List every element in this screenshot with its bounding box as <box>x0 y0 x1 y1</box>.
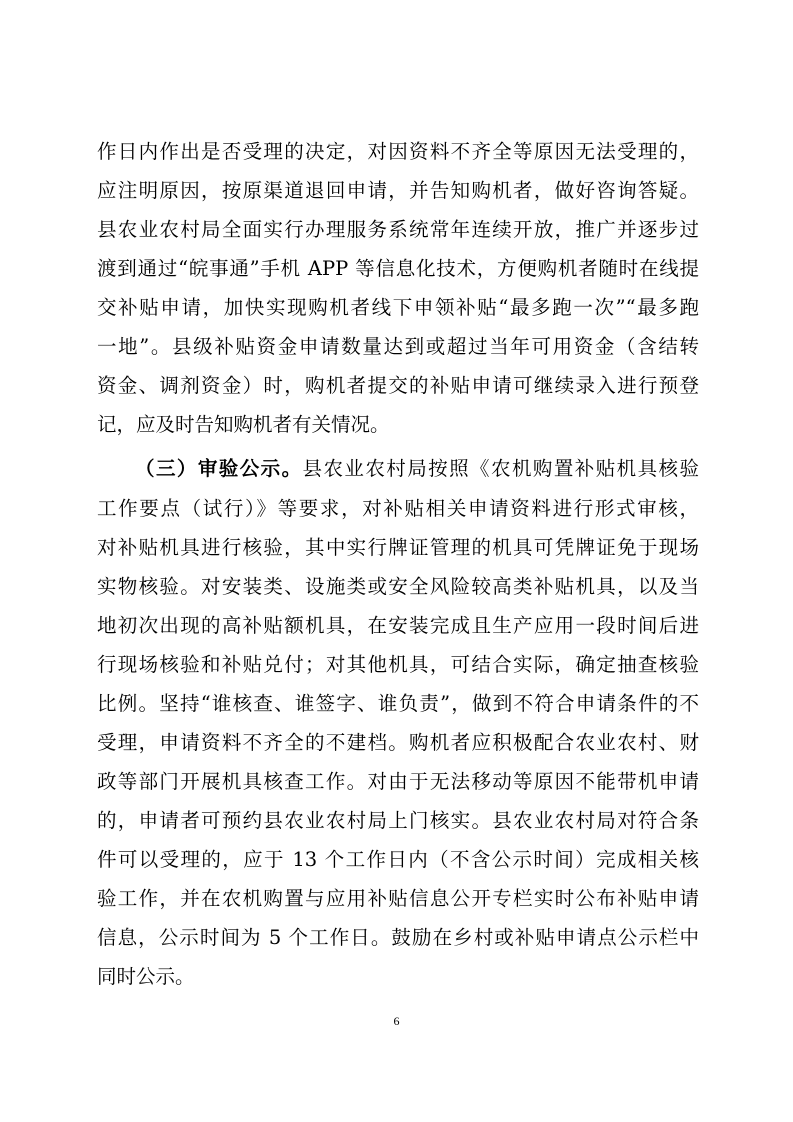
paragraph-line: 验工作，并在农机购置与应用补贴信息公开专栏实时公布补贴申请 <box>97 887 699 910</box>
paragraph-line: 受理，申请资料不齐全的不建档。购机者应积极配合农业农村、财 <box>97 731 699 754</box>
paragraph-line: 工作要点（试行）》等要求，对补贴相关申请资料进行形式审核， <box>97 497 699 520</box>
paragraph-line: 资金、调剂资金）时，购机者提交的补贴申请可继续录入进行预登 <box>97 374 699 397</box>
paragraph-line: 记，应及时告知购机者有关情况。 <box>97 413 390 436</box>
section-heading: （三）审验公示。 <box>135 457 303 480</box>
paragraph-line: 件可以受理的，应于 13 个工作日内（不含公示时间）完成相关核 <box>97 848 699 871</box>
paragraph-line: 政等部门开展机具核查工作。对由于无法移动等原因不能带机申请 <box>97 770 699 793</box>
paragraph-line: 同时公示。 <box>97 965 195 988</box>
paragraph-line: 渡到通过“皖事通”手机 APP 等信息化技术，方便购机者随时在线提 <box>97 257 699 280</box>
paragraph-line: 的，申请者可预约县农业农村局上门核实。县农业农村局对符合条 <box>97 809 699 832</box>
paragraph-line: 地初次出现的高补贴额机具，在安装完成且生产应用一段时间后进 <box>97 614 699 637</box>
page-number: 6 <box>393 1014 400 1028</box>
section-heading-text: 县农业农村局按照《农机购置补贴机具核验 <box>302 457 699 480</box>
paragraph-line: 比例。坚持“谁核查、谁签字、谁负责”，做到不符合申请条件的不 <box>97 692 699 715</box>
paragraph-line: 一地”。县级补贴资金申请数量达到或超过当年可用资金（含结转 <box>97 335 699 358</box>
paragraph-line: 应注明原因，按原渠道退回申请，并告知购机者，做好咨询答疑。 <box>97 179 699 202</box>
paragraph-line: 行现场核验和补贴兑付；对其他机具，可结合实际，确定抽查核验 <box>97 653 699 676</box>
paragraph-line: 信息，公示时间为 5 个工作日。鼓励在乡村或补贴申请点公示栏中 <box>97 926 699 949</box>
paragraph-line: 交补贴申请，加快实现购机者线下申领补贴“最多跑一次”“最多跑 <box>97 296 699 319</box>
paragraph-line: 实物核验。对安装类、设施类或安全风险较高类补贴机具，以及当 <box>97 575 699 598</box>
section-heading-line <box>135 457 699 481</box>
paragraph-line: 对补贴机具进行核验，其中实行牌证管理的机具可凭牌证免于现场 <box>97 536 699 559</box>
paragraph-line: 县农业农村局全面实行办理服务系统常年连续开放，推广并逐步过 <box>97 218 699 241</box>
paragraph-line: 作日内作出是否受理的决定，对因资料不齐全等原因无法受理的， <box>97 140 699 163</box>
